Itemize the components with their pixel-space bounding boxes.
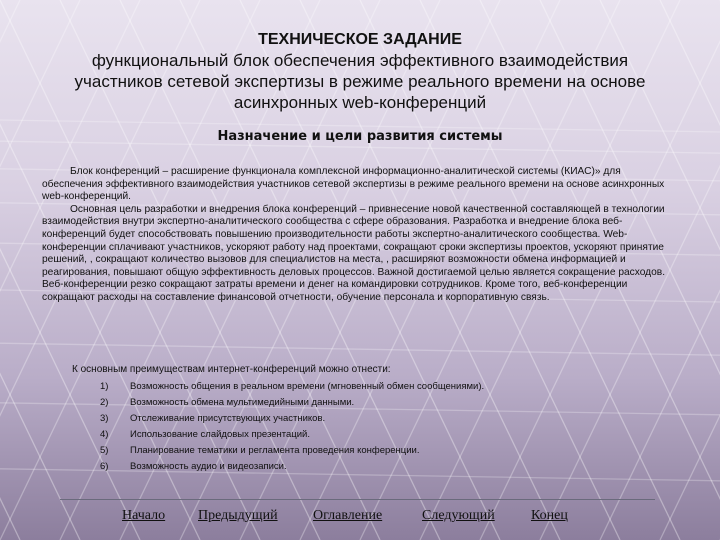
- list-item: [100, 379, 484, 395]
- list-item-text: Отслеживание присутствующих участников.: [130, 413, 326, 424]
- list-item-number: 4): [100, 429, 109, 440]
- advantages-list: [100, 379, 484, 475]
- section-heading: Назначение и цели развития системы: [217, 129, 503, 144]
- navigation-bar: [0, 508, 720, 528]
- nav-previous-link[interactable]: Предыдущий: [198, 508, 278, 523]
- title-block: [40, 30, 680, 113]
- nav-next-link[interactable]: Следующий: [422, 508, 495, 523]
- list-item: [100, 443, 484, 459]
- nav-contents-link[interactable]: Оглавление: [313, 508, 383, 523]
- list-item: [100, 395, 484, 411]
- nav-divider: [60, 499, 655, 500]
- list-item-text: Возможность общения в реальном времени (мгновенный обмен сообщениями).: [130, 381, 485, 392]
- list-item-text: Планирование тематики и регламента проведения конференции.: [130, 445, 420, 456]
- slide-subtitle-line-1: функциональный блок обеспечения эффективного взаимодействия: [91, 51, 629, 70]
- paragraph-2: Основная цель разработки и внедрения блока конференций – привнесение новой качественной составляющей в технологии взаимодействия внутри экспертно-аналитического сообщества с сфере образования. Разработка и внедрение блока веб-конференций будет способствовать повышению производительности работы экспертно-аналитического сообщества. Web-конференции сплачивают участников, ускоряют работу над проектами, сокращают сроки экспертизы проектов, ускоряют принятие решений, , сокращают количество вызовов для специалистов на места, , расширяют возможности обмена информацией и реагирования, повышают общую эффективность деловых процессов. Важной достигаемой целью является сокращение расходов. Веб-конференции резко сокращают затраты времени и денег на командировки сотрудников. Кроме того, веб-конференции сокращают расходы на составление финансовой отчетности, обучение персонала и корпоративную связь.: [42, 203, 666, 303]
- body-text: [42, 166, 682, 305]
- paragraph-1: Блок конференций – расширение функционала комплексной информационно-аналитической системы (КИАС)» для обеспечения эффективного взаимодействия участников сетевой экспертизы в режиме реального времени на основе асинхронных web-конференций.: [42, 166, 665, 203]
- list-item-text: Возможность аудио и видеозаписи.: [130, 461, 287, 472]
- list-item: [100, 411, 484, 427]
- slide-subtitle-line-2: участников сетевой экспертизы в режиме реального времени на основе: [74, 72, 646, 91]
- list-item: [100, 459, 484, 475]
- list-item-number: 5): [100, 445, 109, 456]
- list-item-text: Использование слайдовых презентаций.: [130, 429, 310, 440]
- list-item: [100, 427, 484, 443]
- list-item-number: 1): [100, 381, 109, 392]
- list-item-number: 3): [100, 413, 109, 424]
- advantages-intro: К основным преимуществам интернет-конференций можно отнести:: [72, 364, 391, 375]
- nav-end-link[interactable]: Конец: [531, 508, 568, 523]
- nav-start-link[interactable]: Начало: [122, 508, 166, 523]
- slide-title: ТЕХНИЧЕСКОЕ ЗАДАНИЕ: [258, 31, 462, 48]
- slide-subtitle-line-3: асинхронных web-конференций: [233, 93, 487, 112]
- list-item-number: 2): [100, 397, 109, 408]
- list-item-number: 6): [100, 461, 109, 472]
- list-item-text: Возможность обмена мультимедийными данными.: [130, 397, 355, 408]
